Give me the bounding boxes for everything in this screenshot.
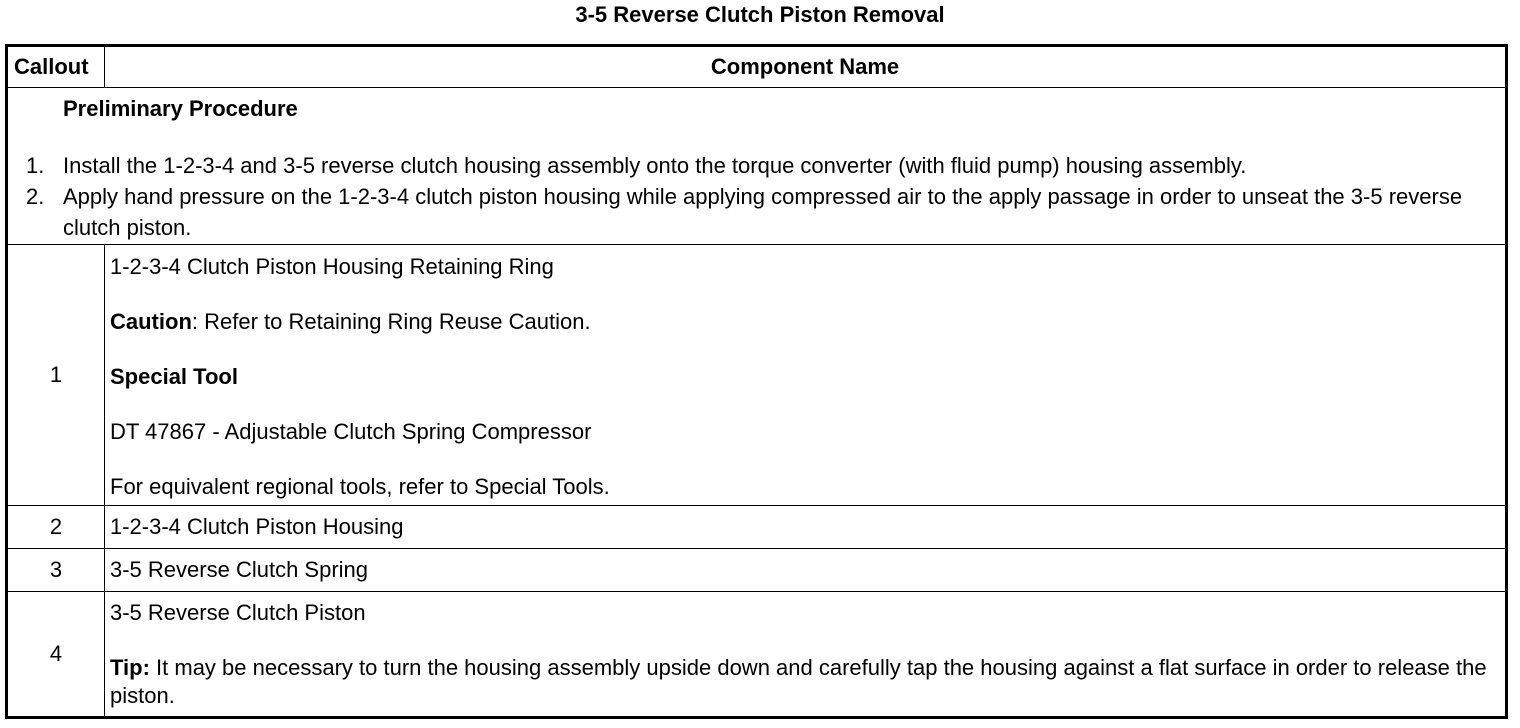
table-row — [7, 549, 1507, 592]
step-number: 2. — [26, 184, 45, 209]
page-title: 3-5 Reverse Clutch Piston Removal — [575, 2, 945, 27]
tip-note — [110, 654, 1505, 710]
table-row — [7, 592, 1507, 718]
step-text: Apply hand pressure on the 1-2-3-4 clutch piston housing while applying compressed air to the apply passage in order to unseat the 3-5 reverse clutch piston. — [63, 184, 1463, 240]
callout-cell: 3 — [7, 549, 105, 592]
preliminary-row — [7, 88, 1507, 245]
component-name-header: Component Name — [105, 46, 1507, 88]
preliminary-heading: Preliminary Procedure — [63, 96, 298, 121]
component-cell — [105, 549, 1507, 592]
callout-header: Callout — [7, 46, 105, 88]
caution-label: Caution — [110, 309, 192, 334]
special-tool-note: For equivalent regional tools, refer to Special Tools. — [110, 474, 610, 499]
component-name: 3-5 Reverse Clutch Spring — [110, 557, 369, 582]
tip-text: It may be necessary to turn the housing assembly upside down and carefully tap the housing against a flat surface in order to release the piston. — [110, 655, 1487, 708]
preliminary-steps — [8, 150, 1503, 243]
component-name: 3-5 Reverse Clutch Piston — [110, 600, 366, 625]
component-cell — [105, 506, 1507, 549]
step-number: 1. — [26, 153, 45, 178]
step-item — [8, 150, 1503, 181]
table-row — [7, 245, 1507, 506]
component-name: 1-2-3-4 Clutch Piston Housing — [110, 514, 404, 539]
callout-cell: 1 — [7, 245, 105, 506]
preliminary-cell — [7, 88, 1507, 245]
special-tool-name: DT 47867 - Adjustable Clutch Spring Compressor — [110, 419, 592, 444]
special-tool-heading: Special Tool — [110, 364, 238, 389]
component-cell — [105, 245, 1507, 506]
step-text: Install the 1-2-3-4 and 3-5 reverse clutch housing assembly onto the torque converter (with fluid pump) housing assembly. — [63, 153, 1247, 178]
callout-cell: 4 — [7, 592, 105, 718]
component-cell — [105, 592, 1507, 718]
component-name: 1-2-3-4 Clutch Piston Housing Retaining Ring — [110, 254, 554, 279]
callout-cell: 2 — [7, 506, 105, 549]
step-item — [8, 181, 1503, 243]
tip-label: Tip: — [110, 655, 150, 680]
caution-text: : Refer to Retaining Ring Reuse Caution. — [191, 309, 591, 334]
table-row — [7, 506, 1507, 549]
caution-note — [110, 308, 1505, 336]
procedure-table — [5, 44, 1508, 719]
header-row — [7, 46, 1507, 88]
